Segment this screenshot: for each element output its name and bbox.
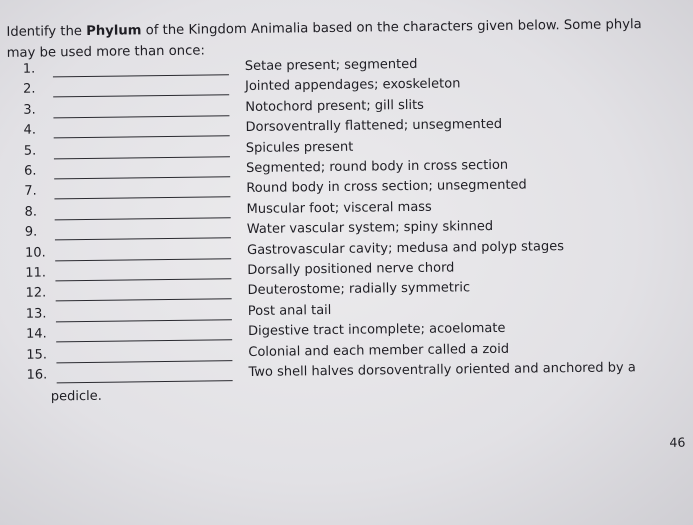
question-description: Post anal tail xyxy=(247,302,332,319)
question-description: Round body in cross section; unsegmented xyxy=(246,177,527,197)
question-number: 12. xyxy=(25,285,47,302)
answer-blank[interactable] xyxy=(54,197,230,200)
answer-blank[interactable] xyxy=(57,380,233,383)
answer-blank[interactable] xyxy=(54,135,230,138)
question-description: Colonial and each member called a zoid xyxy=(248,341,510,360)
answer-blank[interactable] xyxy=(55,217,231,220)
answer-blank[interactable] xyxy=(53,115,229,118)
answer-blank[interactable] xyxy=(56,339,232,342)
question-description: Setae present; segmented xyxy=(244,56,418,75)
question-description: Muscular foot; visceral mass xyxy=(246,199,432,217)
answer-blank[interactable] xyxy=(55,237,231,240)
question-description: Dorsoventrally flattened; unsegmented xyxy=(245,117,503,136)
question-description: Segmented; round body in cross section xyxy=(245,157,509,177)
question-number: 2. xyxy=(23,81,36,98)
answer-blank[interactable] xyxy=(56,360,232,363)
question-description: Deuterostome; radially symmetric xyxy=(247,280,471,299)
answer-blank[interactable] xyxy=(54,176,230,179)
question-number: 10. xyxy=(24,245,46,261)
answer-blank[interactable] xyxy=(53,95,229,98)
answer-blank[interactable] xyxy=(55,278,231,281)
answer-blank[interactable] xyxy=(54,156,230,159)
question-number: 5. xyxy=(23,143,37,159)
page-number: 46 xyxy=(669,434,686,450)
question-description: Two shell halves dorsoventrally oriented and anchored by a xyxy=(248,360,636,380)
question-description: Water vascular system; spiny skinned xyxy=(246,219,494,238)
instructions-text-rest: of the Kingdom Animalia based on the characters given below. Some phyla may be used more than once: xyxy=(6,17,642,61)
question-number: 14. xyxy=(25,326,47,342)
question-description: Digestive tract incomplete; acoelomate xyxy=(247,321,506,340)
answer-blank[interactable] xyxy=(56,319,232,322)
question-description: Gastrovascular cavity; medusa and polyp stages xyxy=(246,238,565,258)
question-description: Spicules present xyxy=(245,139,354,156)
question-number: 4. xyxy=(23,122,37,138)
question-number: 3. xyxy=(23,102,36,118)
question-number: 7. xyxy=(24,183,37,200)
question-description: Notochord present; gill slits xyxy=(245,97,425,115)
question-number: 9. xyxy=(24,224,38,240)
instructions-bold: Phylum xyxy=(86,23,142,39)
question-number: 13. xyxy=(25,306,47,322)
question-number: 16. xyxy=(26,367,48,383)
question-number: 11. xyxy=(25,265,47,281)
answer-blank[interactable] xyxy=(53,74,229,77)
instructions-text: Identify the xyxy=(6,23,87,40)
question-description: Jointed appendages; exoskeleton xyxy=(244,76,461,95)
question-number: 8. xyxy=(24,204,38,220)
answer-blank[interactable] xyxy=(55,258,231,261)
question-description: Dorsally positioned nerve chord xyxy=(247,260,455,278)
question-number: 6. xyxy=(24,163,37,179)
item-16-continuation: pedicle. xyxy=(50,388,102,405)
question-number: 15. xyxy=(26,347,48,363)
question-number: 1. xyxy=(22,61,36,77)
answer-blank[interactable] xyxy=(56,299,232,302)
